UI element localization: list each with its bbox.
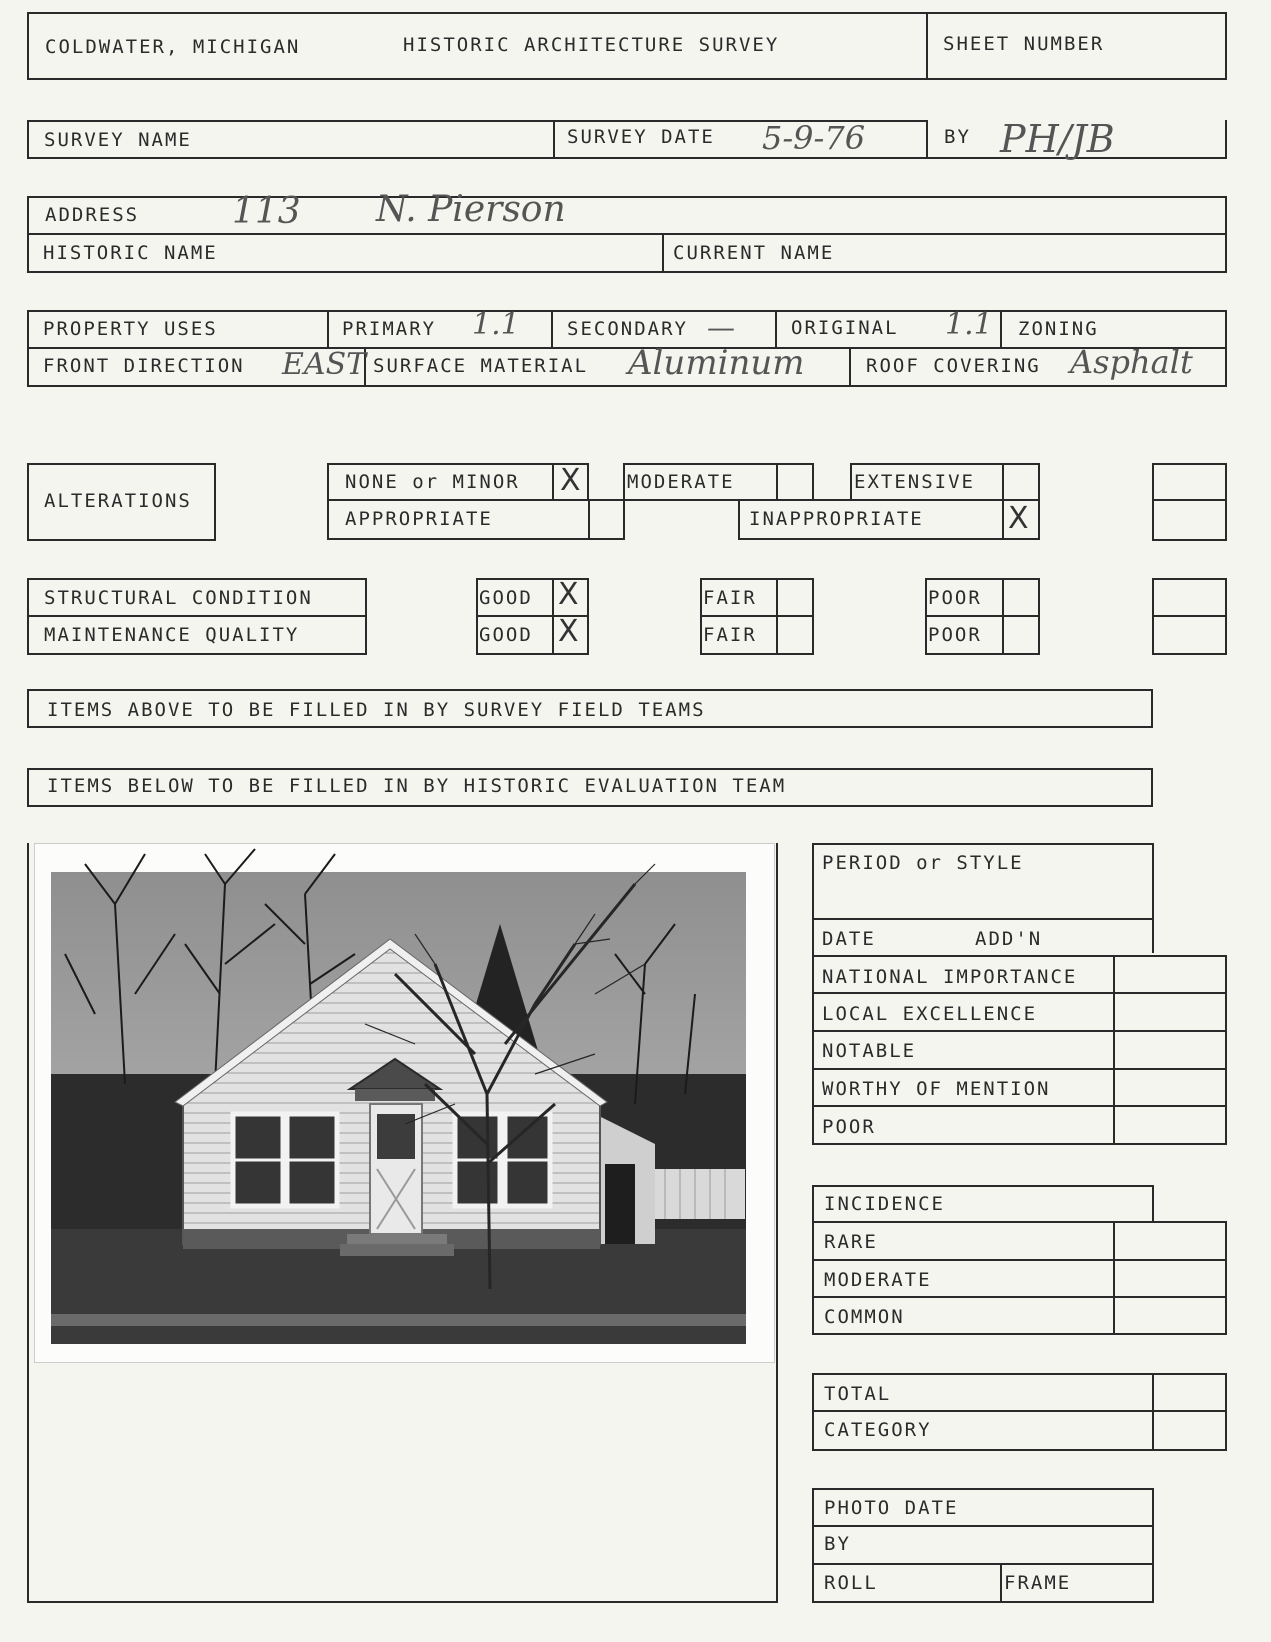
total-label: TOTAL [824, 1383, 892, 1405]
photo-info-div-1 [812, 1525, 1154, 1527]
period-style-label: PERIOD or STYLE [822, 852, 1024, 874]
survey-name-label: SURVEY NAME [44, 129, 192, 151]
note-below-text: ITEMS BELOW TO BE FILLED IN BY HISTORIC EVALUATION TEAM [47, 775, 787, 797]
structural-good-label: GOOD [479, 587, 533, 609]
alt-none-check-div [552, 463, 554, 501]
fair-divider [700, 615, 814, 617]
front-direction-label: FRONT DIRECTION [43, 355, 245, 377]
property-left [27, 310, 29, 387]
alt-appropriate-check-div [588, 499, 590, 540]
property-div-2 [551, 310, 553, 348]
good-check-div [552, 578, 554, 655]
maintenance-quality-label: MAINTENANCE QUALITY [44, 624, 300, 646]
note-below-top [27, 768, 1153, 770]
eval-score-left [1113, 955, 1115, 1145]
survey-date-value: 5-9-76 [762, 119, 866, 157]
total-divider [812, 1410, 1227, 1412]
photo-info-frame-div [1000, 1563, 1002, 1603]
survey-title: HISTORIC ARCHITECTURE SURVEY [403, 34, 780, 56]
incidence-common-label: COMMON [824, 1306, 905, 1328]
alt-score-divider [1152, 499, 1227, 501]
photo-date-label: PHOTO DATE [824, 1497, 959, 1519]
structural-condition-label: STRUCTURAL CONDITION [44, 587, 313, 609]
condition-score-divider [1152, 615, 1227, 617]
alt-moderate-check-div [776, 463, 778, 501]
eval-row-3-bottom [812, 1068, 1227, 1070]
maintenance-fair-label: FAIR [703, 624, 757, 646]
category-label: CATEGORY [824, 1419, 932, 1441]
alt-inappropriate-mark: X [1008, 501, 1029, 536]
property-bottom [27, 385, 1227, 387]
eval-left [812, 843, 814, 1145]
surface-material-value: Aluminum [628, 343, 805, 383]
address-street: N. Pierson [376, 189, 566, 230]
property-uses-label: PROPERTY USES [43, 318, 218, 340]
national-importance-label: NATIONAL IMPORTANCE [822, 966, 1078, 988]
fair-check-div [776, 578, 778, 655]
total-score-div [1152, 1373, 1154, 1451]
incidence-row-3-bottom [812, 1333, 1227, 1335]
note-below-right [1151, 768, 1153, 807]
alt-none-label: NONE or MINOR [345, 471, 520, 493]
maintenance-good-mark: X [558, 614, 579, 649]
structural-good-mark: X [558, 577, 579, 612]
incidence-rare-label: RARE [824, 1231, 878, 1253]
eval-row-5-bottom [812, 1143, 1227, 1145]
primary-value: 1.1 [472, 307, 520, 342]
property-top [27, 310, 1227, 312]
alterations-label: ALTERATIONS [44, 490, 192, 512]
note-below-bottom [27, 805, 1153, 807]
survey-by-label: BY [944, 126, 971, 148]
address-divider [662, 233, 664, 273]
note-below-left [27, 768, 29, 807]
incidence-title-bottom [812, 1221, 1227, 1223]
photo-frame-right [776, 843, 778, 1603]
header-divider [926, 12, 928, 80]
note-above-top [27, 689, 1153, 691]
front-direction-value: EAST [282, 347, 367, 382]
note-above-text: ITEMS ABOVE TO BE FILLED IN BY SURVEY FIELD TEAMS [47, 699, 706, 721]
incidence-row-2-bottom [812, 1296, 1227, 1298]
photo-frame-bottom [27, 1601, 778, 1603]
roll-label: ROLL [824, 1572, 878, 1594]
incidence-score-right [1225, 1221, 1227, 1335]
address-bottom [27, 271, 1227, 273]
photo-frame-left [27, 843, 29, 1603]
eval-row-4-bottom [812, 1105, 1227, 1107]
eval-row-1-bottom [812, 992, 1227, 994]
secondary-label: SECONDARY [567, 318, 688, 340]
alt-inappropriate-label: INAPPROPRIATE [749, 508, 924, 530]
incidence-row-1-bottom [812, 1259, 1227, 1261]
date-label: DATE [822, 928, 876, 950]
address-label: ADDRESS [45, 204, 140, 226]
roof-covering-label: ROOF COVERING [866, 355, 1041, 377]
addn-label: ADD'N [975, 928, 1043, 950]
note-above-right [1151, 689, 1153, 728]
property-div-6 [849, 347, 851, 387]
surface-material-label: SURFACE MATERIAL [373, 355, 589, 377]
local-excellence-label: LOCAL EXCELLENCE [822, 1003, 1038, 1025]
house-photograph [34, 843, 775, 1363]
survey-row-right [1225, 120, 1227, 158]
frame-label: FRAME [1004, 1572, 1072, 1594]
eval-period-bottom [812, 918, 1154, 920]
address-number: 113 [232, 191, 301, 232]
alt-none-mark: X [560, 463, 581, 498]
maintenance-poor-label: POOR [928, 624, 982, 646]
house-photo-svg [35, 844, 776, 1364]
photo-info-div-2 [812, 1563, 1154, 1565]
survey-by-value: PH/JB [1000, 117, 1115, 161]
structural-fair-label: FAIR [703, 587, 757, 609]
primary-label: PRIMARY [342, 318, 437, 340]
poor-check-div [1002, 578, 1004, 655]
structural-poor-label: POOR [928, 587, 982, 609]
eval-right-upper [1152, 843, 1154, 953]
sheet-number-label: SHEET NUMBER [943, 33, 1105, 55]
note-above-left [27, 689, 29, 728]
original-value: 1.1 [945, 307, 993, 342]
eval-date-bottom [812, 955, 1227, 957]
property-right [1225, 310, 1227, 387]
roof-covering-value: Asphalt [1070, 343, 1193, 381]
survey-divider-1 [553, 120, 555, 158]
property-div-1 [327, 310, 329, 348]
alt-score-box [1152, 463, 1227, 541]
original-label: ORIGINAL [791, 317, 899, 339]
city-label: COLDWATER, MICHIGAN [45, 36, 301, 58]
secondary-value: — [707, 311, 735, 344]
alt-inappropriate-check-div [1002, 499, 1004, 540]
survey-row-left [27, 120, 29, 158]
eval-top [812, 843, 1154, 845]
poor-divider [925, 615, 1040, 617]
notable-label: NOTABLE [822, 1040, 917, 1062]
zoning-label: ZONING [1018, 318, 1099, 340]
historic-name-label: HISTORIC NAME [43, 242, 218, 264]
condition-label-divider [27, 615, 367, 617]
eval-score-right [1225, 955, 1227, 1145]
survey-date-label: SURVEY DATE [567, 126, 715, 148]
worthy-of-mention-label: WORTHY OF MENTION [822, 1078, 1051, 1100]
address-left [27, 196, 29, 273]
incidence-title: INCIDENCE [824, 1193, 945, 1215]
incidence-title-right [1152, 1185, 1154, 1223]
property-div-4 [1000, 310, 1002, 348]
incidence-score-left [1113, 1221, 1115, 1335]
alt-extensive-label: EXTENSIVE [854, 471, 975, 493]
incidence-top [812, 1185, 1154, 1187]
address-mid [27, 233, 1227, 235]
address-top [27, 196, 1227, 198]
photo-by-label: BY [824, 1533, 851, 1555]
property-mid [27, 347, 1227, 349]
note-above-bottom [27, 726, 1153, 728]
address-right [1225, 196, 1227, 273]
alt-extensive-check-div [1002, 463, 1004, 501]
poor-rating-label: POOR [822, 1116, 876, 1138]
current-name-label: CURRENT NAME [673, 242, 835, 264]
maintenance-good-label: GOOD [479, 624, 533, 646]
eval-row-2-bottom [812, 1030, 1227, 1032]
alt-moderate-label: MODERATE [627, 471, 735, 493]
survey-divider-2 [926, 120, 928, 158]
alt-appropriate-label: APPROPRIATE [345, 508, 493, 530]
incidence-moderate-label: MODERATE [824, 1269, 932, 1291]
